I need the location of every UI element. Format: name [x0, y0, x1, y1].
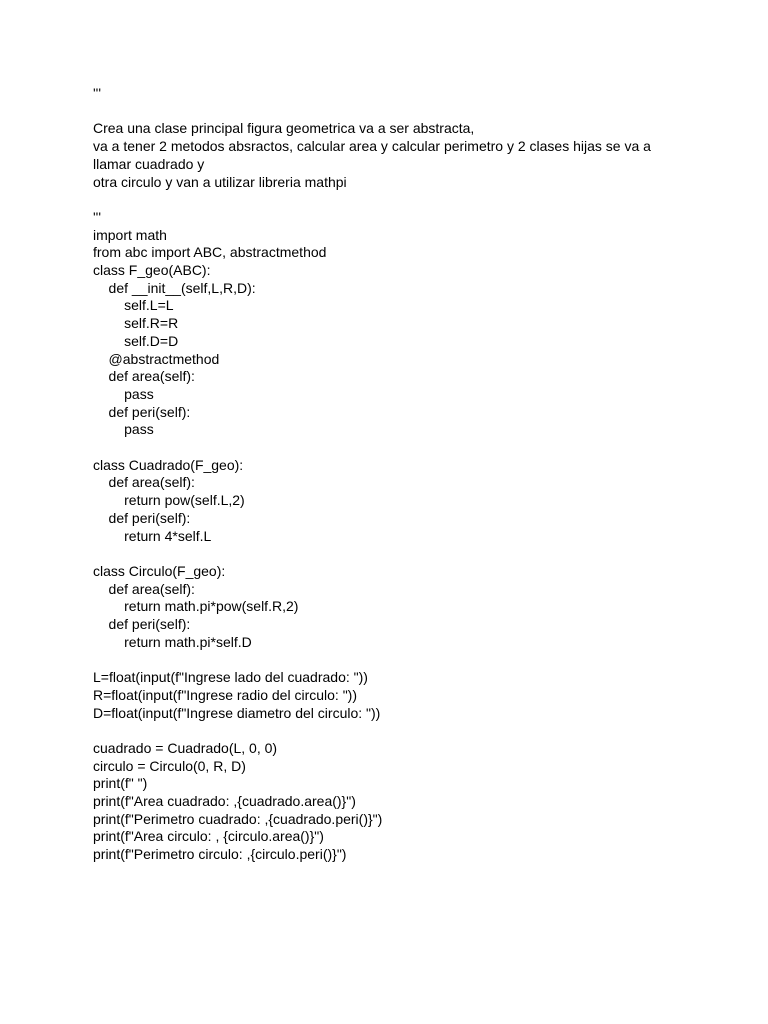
text-line: def area(self): — [93, 580, 195, 597]
text-line: Crea una clase principal figura geometrica va a ser abstracta, — [93, 120, 475, 137]
text-line: def peri(self): — [93, 616, 191, 633]
text-line: pass — [93, 385, 154, 402]
text-line: print(f"Area circulo: , {circulo.area()}") — [93, 828, 324, 845]
blank-line — [93, 545, 693, 563]
text-line: @abstractmethod — [93, 350, 220, 367]
text-line: return pow(self.L,2) — [93, 492, 245, 509]
blank-line — [93, 191, 693, 209]
blank-line — [93, 722, 693, 740]
text-line: va a tener 2 metodos absractos, calcular area y calcular perimetro y 2 clases hijas se va a — [93, 138, 651, 155]
text-line: class Circulo(F_geo): — [93, 562, 226, 579]
text-line: return 4*self.L — [93, 527, 212, 544]
text-line: print(f"Area cuadrado: ,{cuadrado.area()}") — [93, 793, 356, 810]
text-line: self.L=L — [93, 297, 174, 314]
blank-line — [93, 103, 693, 121]
text-line: def peri(self): — [93, 403, 191, 420]
text-line: class F_geo(ABC): — [93, 262, 211, 278]
text-line: llamar cuadrado y — [93, 155, 205, 172]
text-line: class Cuadrado(F_geo): — [93, 456, 244, 473]
text-line: return math.pi*pow(self.R,2) — [93, 598, 299, 615]
text-line: from abc import ABC, abstractmethod — [93, 244, 327, 261]
blank-line — [93, 439, 693, 457]
text-line: def area(self): — [93, 368, 195, 385]
text-line: def __init__(self,L,R,D): — [93, 279, 256, 296]
text-line: D=float(input(f"Ingrese diametro del circulo: ")) — [93, 704, 381, 721]
text-line: self.D=D — [93, 332, 179, 349]
text-line: cuadrado = Cuadrado(L, 0, 0) — [93, 739, 278, 756]
text-line: circulo = Circulo(0, R, D) — [93, 757, 246, 774]
text-line: ''' — [93, 85, 102, 101]
text-line: def peri(self): — [93, 509, 191, 526]
text-line: import math — [93, 226, 167, 243]
text-line: R=float(input(f"Ingrese radio del circulo: ")) — [93, 686, 357, 703]
blank-line — [93, 651, 693, 669]
text-line: print(f"Perimetro circulo: ,{circulo.peri()}") — [93, 846, 347, 863]
text-line: print(f" ") — [93, 775, 148, 792]
document-text — [93, 85, 693, 864]
text-line: L=float(input(f"Ingrese lado del cuadrado: ")) — [93, 669, 368, 686]
text-line: otra circulo y van a utilizar libreria mathpi — [93, 173, 347, 190]
text-line: return math.pi*self.D — [93, 633, 252, 650]
text-line: pass — [93, 421, 154, 438]
text-line: ''' — [93, 208, 102, 225]
text-line: print(f"Perimetro cuadrado: ,{cuadrado.peri()}") — [93, 810, 383, 827]
text-line: self.R=R — [93, 315, 179, 332]
text-line: def area(self): — [93, 474, 195, 491]
